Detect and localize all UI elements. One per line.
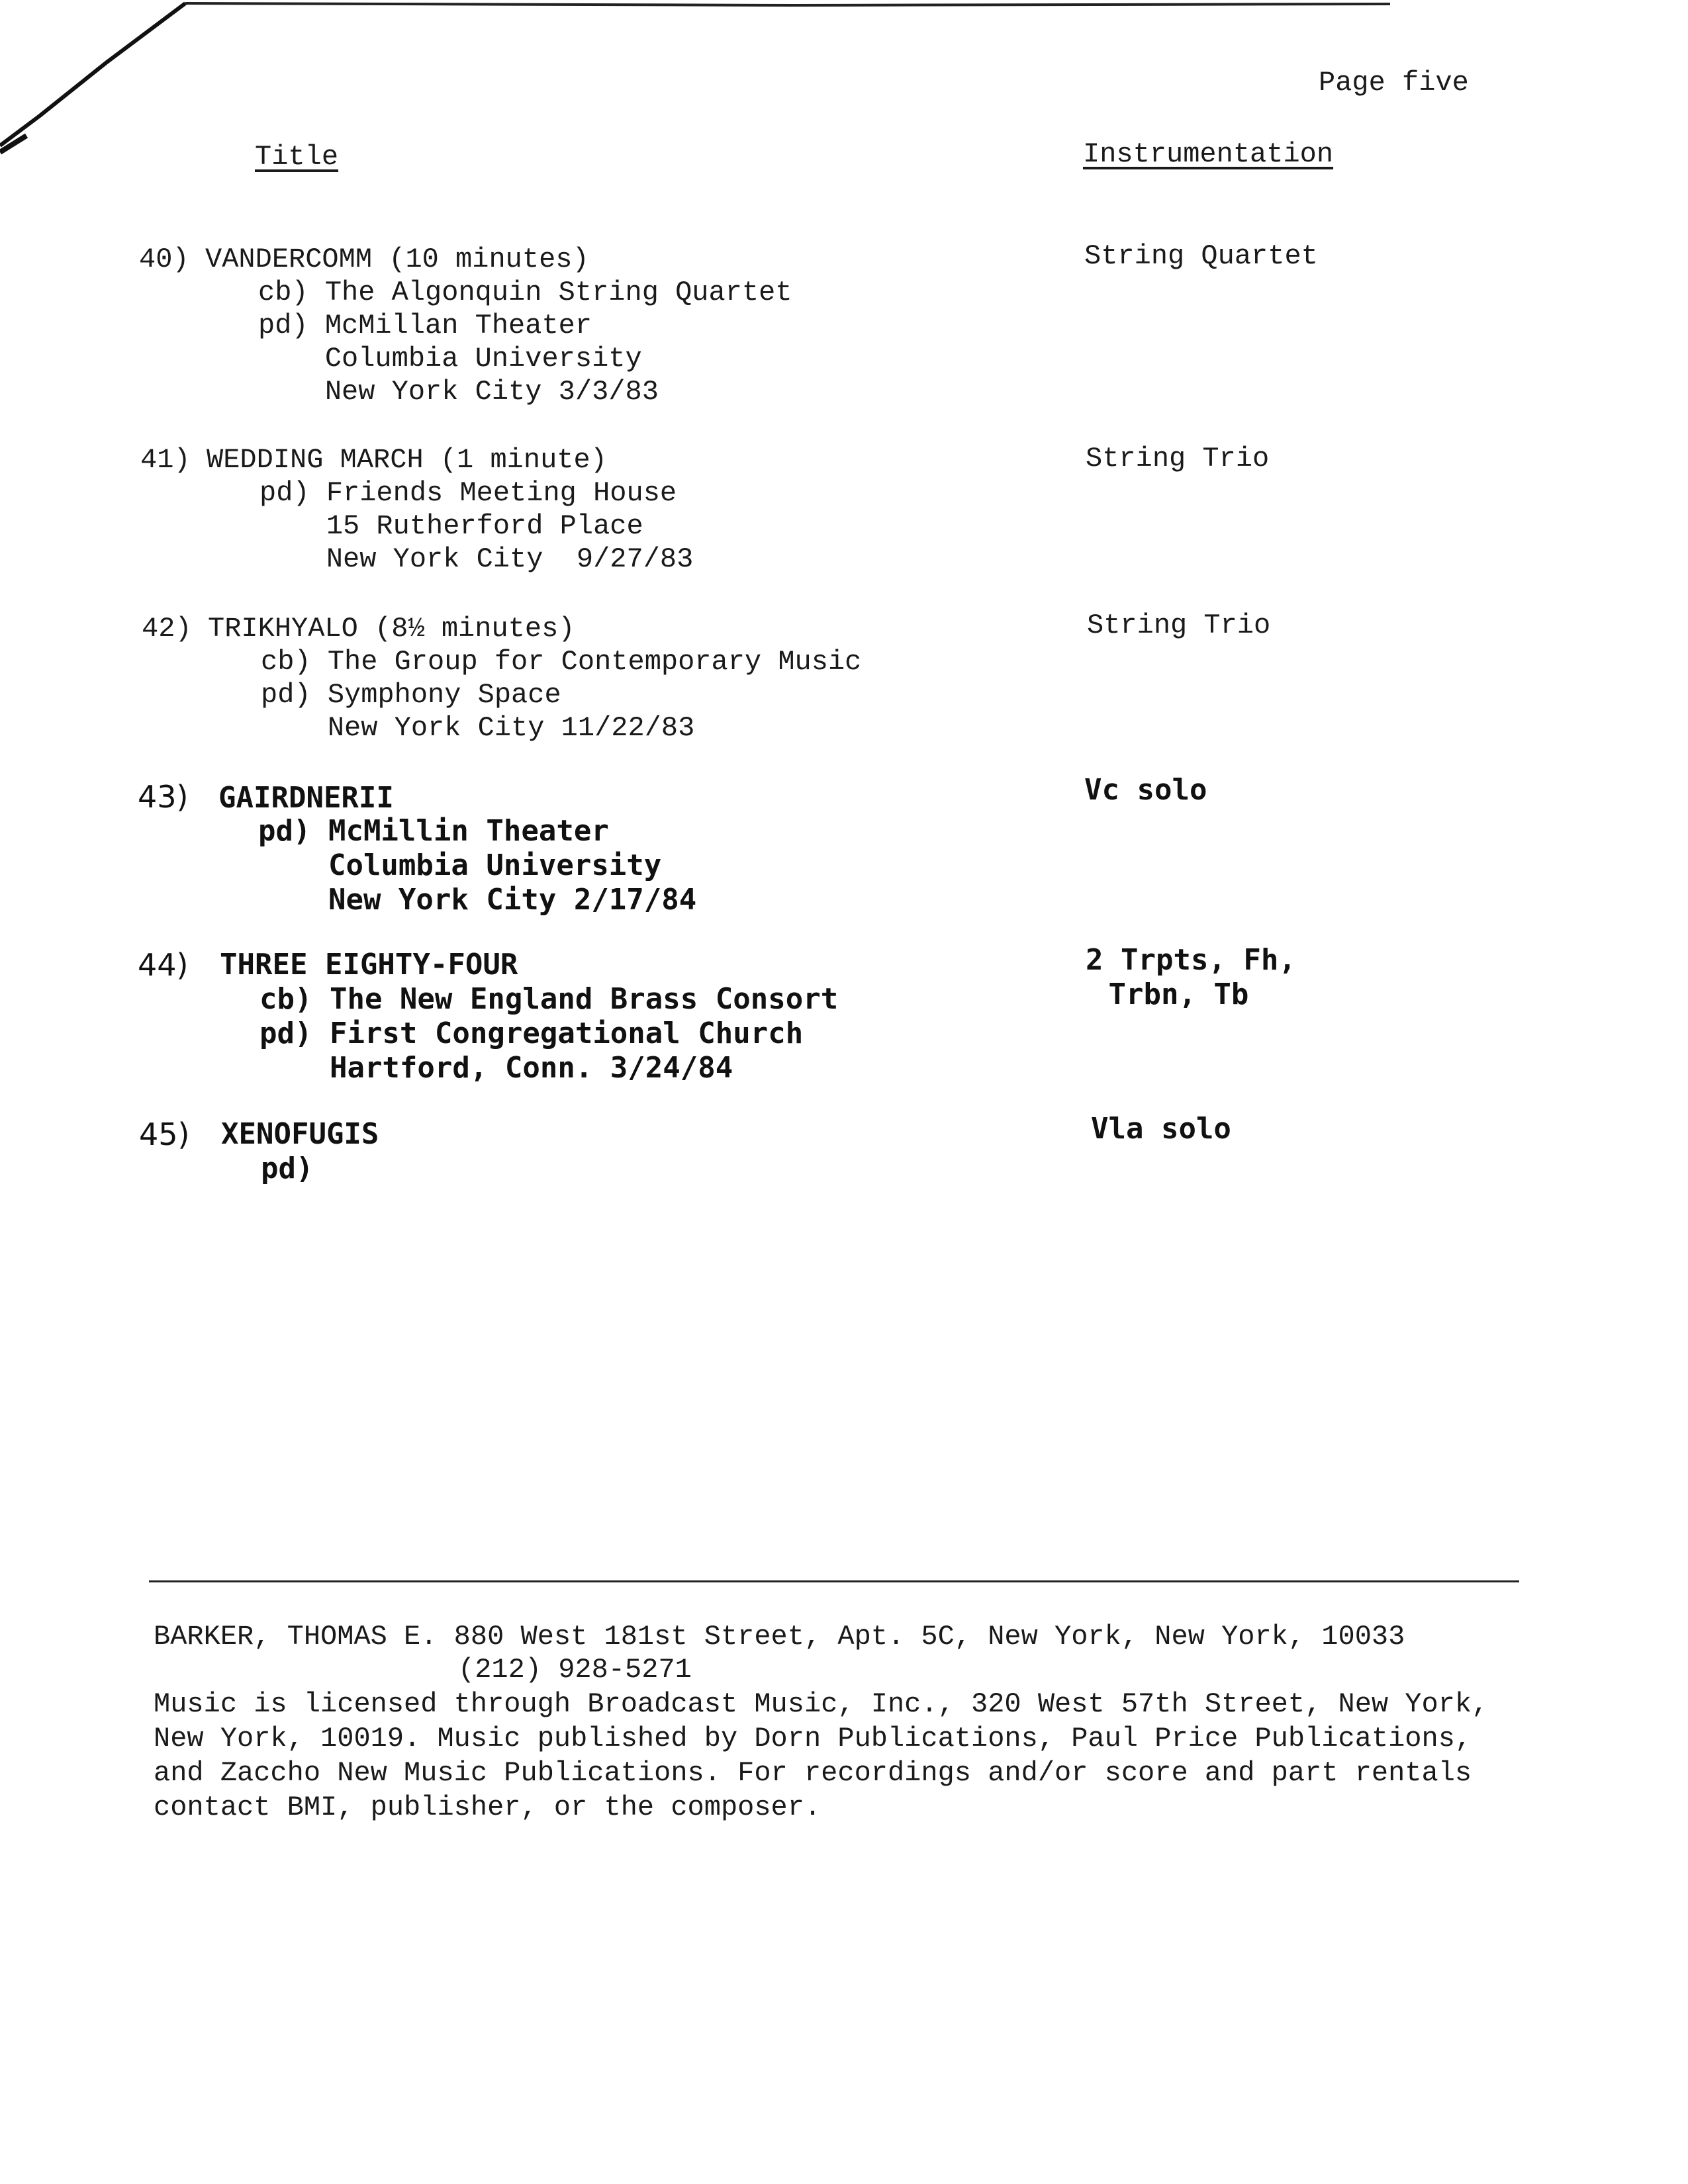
- footer-line: contact BMI, publisher, or the composer.: [154, 1792, 821, 1823]
- footer-line: Music is licensed through Broadcast Music, Inc., 320 West 57th Street, New York,: [154, 1688, 1489, 1720]
- entry-line: pd) First Congregational Church: [259, 1017, 804, 1050]
- entry-instrumentation: Trbn, Tb: [1091, 978, 1249, 1011]
- entry-line: pd) McMillin Theater: [258, 814, 609, 848]
- entry-number: 43): [138, 779, 189, 815]
- entry-line: New York City 11/22/83: [261, 712, 695, 744]
- entry-line: New York City 3/3/83: [258, 376, 659, 408]
- entry-line: cb) The New England Brass Consort: [259, 982, 839, 1016]
- page-label: Page five: [1319, 67, 1469, 99]
- entry-title: VANDERCOMM (10 minutes): [205, 244, 589, 275]
- entry-number: 42): [142, 613, 192, 645]
- footer-divider: [149, 1580, 1519, 1582]
- title-column-header: Title: [255, 141, 339, 173]
- footer-line: BARKER, THOMAS E. 880 West 181st Street, Apt. 5C, New York, New York, 10033: [154, 1621, 1405, 1653]
- footer-line: (212) 928-5271: [458, 1654, 692, 1686]
- entry-line: pd) Friends Meeting House: [259, 477, 677, 509]
- entry-instrumentation: String Trio: [1087, 610, 1271, 641]
- entry-number: 41): [140, 444, 191, 476]
- entry-title: GAIRDNERII: [218, 781, 394, 815]
- instrumentation-column-header: Instrumentation: [1083, 138, 1334, 170]
- entry-number: 40): [139, 244, 189, 275]
- footer-line: and Zaccho New Music Publications. For recordings and/or score and part rentals: [154, 1757, 1472, 1789]
- entry-line: Hartford, Conn. 3/24/84: [259, 1051, 733, 1085]
- entry-line: New York City 2/17/84: [258, 883, 697, 917]
- entry-instrumentation: String Quartet: [1084, 240, 1318, 272]
- entry-line: pd) McMillan Theater: [258, 310, 592, 341]
- entry-number: 44): [138, 947, 189, 983]
- entry-number: 45): [139, 1116, 190, 1152]
- entry-title: TRIKHYALO (8½ minutes): [208, 613, 575, 645]
- footer-line: New York, 10019. Music published by Dorn Publications, Paul Price Publications,: [154, 1723, 1472, 1754]
- entry-line: Columbia University: [258, 848, 662, 882]
- entry-line: 15 Rutherford Place: [259, 510, 643, 542]
- entry-line: cb) The Algonquin String Quartet: [258, 277, 792, 308]
- entry-line: New York City 9/27/83: [259, 543, 694, 575]
- entry-instrumentation: String Trio: [1086, 443, 1270, 475]
- entry-line: Columbia University: [258, 343, 642, 375]
- entry-instrumentation: Vc solo: [1084, 773, 1207, 807]
- entry-line: pd) Symphony Space: [261, 679, 561, 711]
- entry-title: XENOFUGIS: [221, 1117, 379, 1151]
- entry-line: cb) The Group for Contemporary Music: [261, 646, 862, 678]
- entry-title: THREE EIGHTY-FOUR: [220, 948, 518, 981]
- entry-instrumentation: Vla solo: [1091, 1112, 1231, 1146]
- entry-title: WEDDING MARCH (1 minute): [207, 444, 607, 476]
- entry-line: pd): [261, 1152, 314, 1185]
- entry-instrumentation: 2 Trpts, Fh,: [1086, 943, 1296, 977]
